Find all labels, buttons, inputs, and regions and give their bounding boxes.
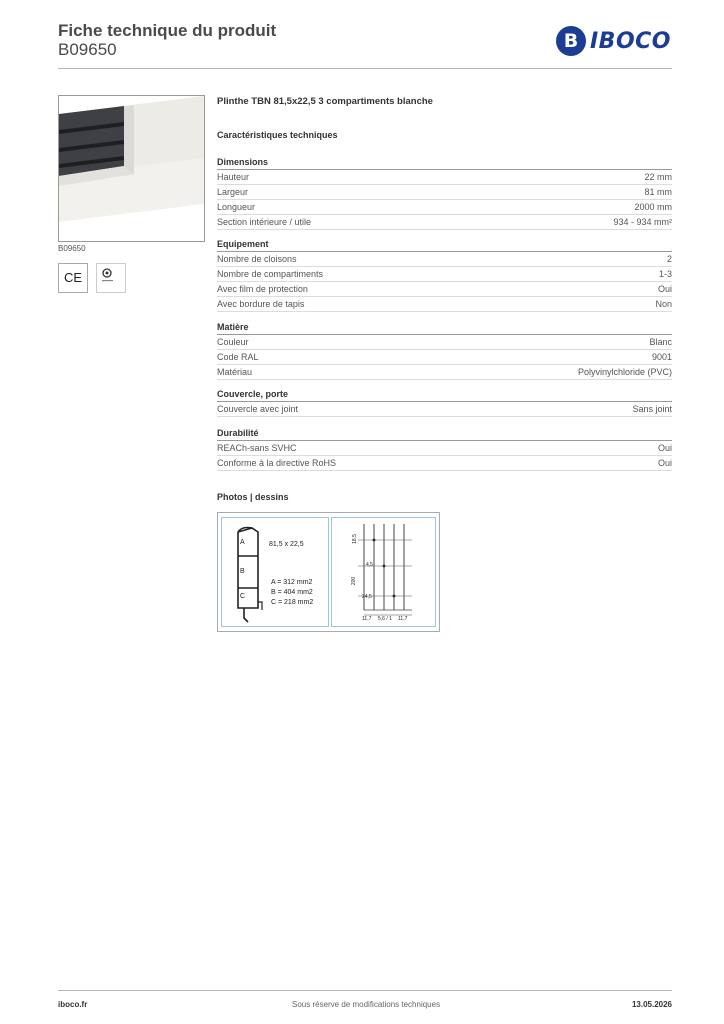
table-row <box>217 200 672 215</box>
row-value: Oui <box>657 284 672 294</box>
bottom-dim-2: 5,6 / 1 <box>378 616 392 622</box>
table-row <box>217 215 672 230</box>
logo-icon <box>556 26 586 56</box>
row-value: Blanc <box>649 337 672 347</box>
group-title: Equipement <box>217 237 672 252</box>
side-dim-4: 24,5 <box>362 594 372 600</box>
photos-title: Photos | dessins <box>217 492 289 502</box>
iboco-logo <box>556 26 672 56</box>
row-value: 1-3 <box>658 269 672 279</box>
row-value: 2 <box>666 254 672 264</box>
table-row <box>217 282 672 297</box>
group-equipement <box>217 237 672 312</box>
area-b-label: B = 404 mm2 <box>271 589 313 596</box>
table-row <box>217 185 672 200</box>
group-dimensions <box>217 155 672 230</box>
table-row <box>217 297 672 312</box>
table-row <box>217 267 672 282</box>
cross-section-panel <box>221 517 329 627</box>
compartment-c-label: C <box>240 593 246 600</box>
dimension-drawing-icon <box>332 518 435 626</box>
row-value: 9001 <box>651 352 672 362</box>
row-label: Nombre de cloisons <box>217 254 297 264</box>
footer-date: 13.05.2026 <box>631 1000 672 1009</box>
table-row <box>217 350 672 365</box>
logo-text: IBOCO <box>590 29 672 54</box>
area-a-label: A = 312 mm2 <box>271 579 313 586</box>
row-value: Sans joint <box>632 404 672 414</box>
product-image <box>58 95 205 242</box>
row-value: 934 - 934 mm² <box>613 217 672 227</box>
row-label: REACh-sans SVHC <box>217 443 297 453</box>
group-durabilite <box>217 426 672 471</box>
page-title: Fiche technique du produit <box>58 21 277 40</box>
product-code: B09650 <box>58 40 117 59</box>
table-row <box>217 335 672 350</box>
compartment-b-label: B <box>240 568 245 575</box>
bottom-dim-1: 11,7 <box>362 616 372 622</box>
row-label: Nombre de compartiments <box>217 269 324 279</box>
row-label: Conforme à la directive RoHS <box>217 458 337 468</box>
row-label: Section intérieure / utile <box>217 217 312 227</box>
cable-duct-icon <box>59 96 204 241</box>
group-matiere <box>217 320 672 380</box>
row-label: Longueur <box>217 202 256 212</box>
logo-letter: B <box>563 30 579 52</box>
group-title: Matière <box>217 320 672 335</box>
row-label: Largeur <box>217 187 249 197</box>
row-value: Oui <box>657 458 672 468</box>
product-title: Plinthe TBN 81,5x22,5 3 compartiments blanche <box>217 96 433 107</box>
row-label: Hauteur <box>217 172 250 182</box>
table-row <box>217 441 672 456</box>
area-c-label: C = 218 mm2 <box>271 599 314 606</box>
row-label: Matériau <box>217 367 253 377</box>
table-row <box>217 456 672 471</box>
row-value: 81 mm <box>644 187 672 197</box>
page-footer <box>58 990 672 1021</box>
table-row <box>217 402 672 417</box>
row-label: Avec film de protection <box>217 284 308 294</box>
footer-site-link[interactable]: iboco.fr <box>58 1000 88 1009</box>
page-header <box>58 20 672 69</box>
table-row <box>217 365 672 380</box>
row-value: Polyvinylchloride (PVC) <box>577 367 672 377</box>
cross-section-icon <box>222 518 328 626</box>
footer-notice: Sous réserve de modifications techniques <box>292 1000 441 1009</box>
row-label: Avec bordure de tapis <box>217 299 305 309</box>
group-title: Couvercle, porte <box>217 387 672 402</box>
certification-seal-icon <box>96 263 126 293</box>
row-value: 22 mm <box>644 172 672 182</box>
ce-mark-icon <box>58 263 88 293</box>
side-dim-1: 18,5 <box>351 534 358 544</box>
row-label: Couleur <box>217 337 249 347</box>
row-label: Couvercle avec joint <box>217 404 299 414</box>
group-couvercle <box>217 387 672 417</box>
group-title: Durabilité <box>217 426 672 441</box>
section-title: Caractéristiques techniques <box>217 130 338 140</box>
compartment-a-label: A <box>240 539 245 546</box>
group-title: Dimensions <box>217 155 672 170</box>
side-dim-3: 200 <box>351 576 358 586</box>
bottom-dim-3: 11,7 <box>398 616 408 622</box>
side-dim-2: 4,5 <box>366 562 373 568</box>
image-caption: B09650 <box>58 244 86 253</box>
row-value: Non <box>655 299 672 309</box>
row-value: Oui <box>657 443 672 453</box>
ce-mark-label: CE <box>63 270 83 285</box>
table-row <box>217 170 672 185</box>
technical-drawing <box>217 512 440 632</box>
dimension-panel <box>331 517 436 627</box>
row-label: Code RAL <box>217 352 259 362</box>
dimension-label: 81,5 x 22,5 <box>269 541 304 548</box>
table-row <box>217 252 672 267</box>
row-value: 2000 mm <box>634 202 672 212</box>
